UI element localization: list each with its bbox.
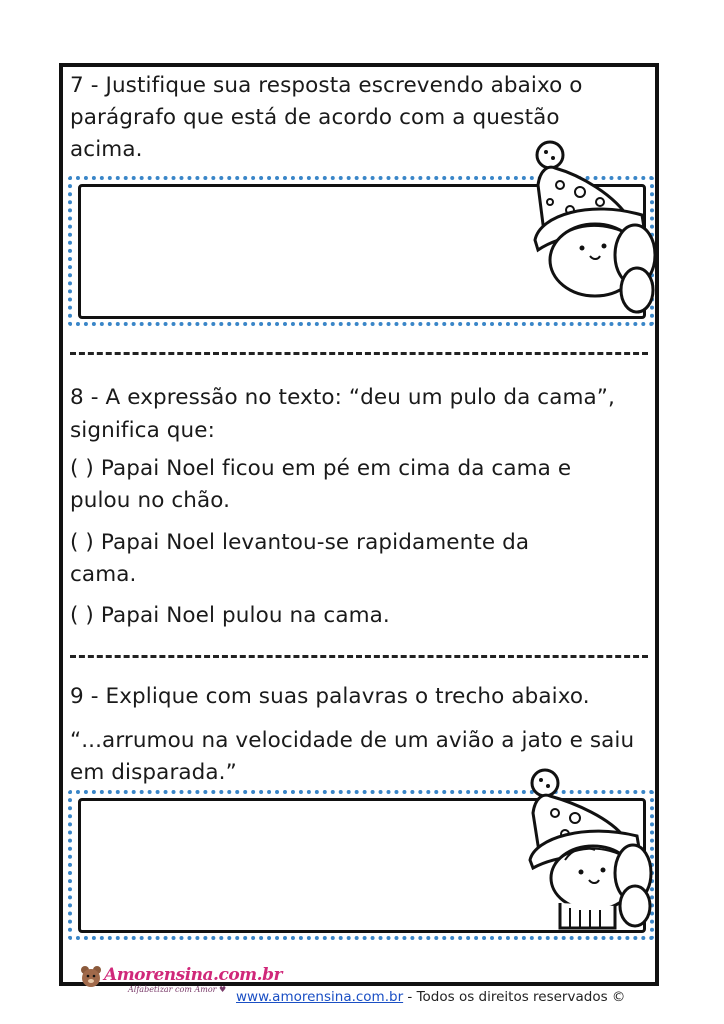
- rights-text: - Todos os direitos reservados ©: [403, 989, 626, 1005]
- separator-2: [70, 655, 648, 658]
- separator-1: [70, 352, 648, 355]
- q8-option-1-line-2: pulou no chão.: [70, 488, 231, 513]
- bear-icon: [78, 964, 104, 990]
- footer-credits: [236, 989, 625, 1005]
- logo: [78, 960, 282, 1002]
- q8-line-1: 8 - A expressão no texto: “deu um pulo da cama”,: [70, 385, 615, 410]
- logo-tagline: Alfabetizar com Amor ♥: [128, 985, 227, 994]
- q9-line-3: em disparada.”: [70, 760, 237, 785]
- q8-line-2: significa que:: [70, 418, 215, 443]
- q9-line-2: “...arrumou na velocidade de um avião a jato e saiu: [70, 728, 635, 753]
- q8-option-3-line-1[interactable]: ( ) Papai Noel pulou na cama.: [70, 603, 390, 628]
- q8-option-2-line-1[interactable]: ( ) Papai Noel levantou-se rapidamente da: [70, 530, 530, 555]
- logo-name: Amorensina.com.br: [104, 965, 282, 985]
- winter-girl-illustration: [515, 768, 655, 933]
- q7-line-3: acima.: [70, 137, 143, 162]
- q9-line-1: 9 - Explique com suas palavras o trecho abaixo.: [70, 684, 590, 709]
- winter-girl-illustration: [520, 140, 655, 320]
- q7-line-2: parágrafo que está de acordo com a questão: [70, 105, 560, 130]
- q8-option-1-line-1[interactable]: ( ) Papai Noel ficou em pé em cima da cama e: [70, 456, 572, 481]
- q7-line-1: 7 - Justifique sua resposta escrevendo abaixo o: [70, 73, 583, 98]
- site-link[interactable]: www.amorensina.com.br: [236, 989, 404, 1005]
- q8-option-2-line-2: cama.: [70, 562, 137, 587]
